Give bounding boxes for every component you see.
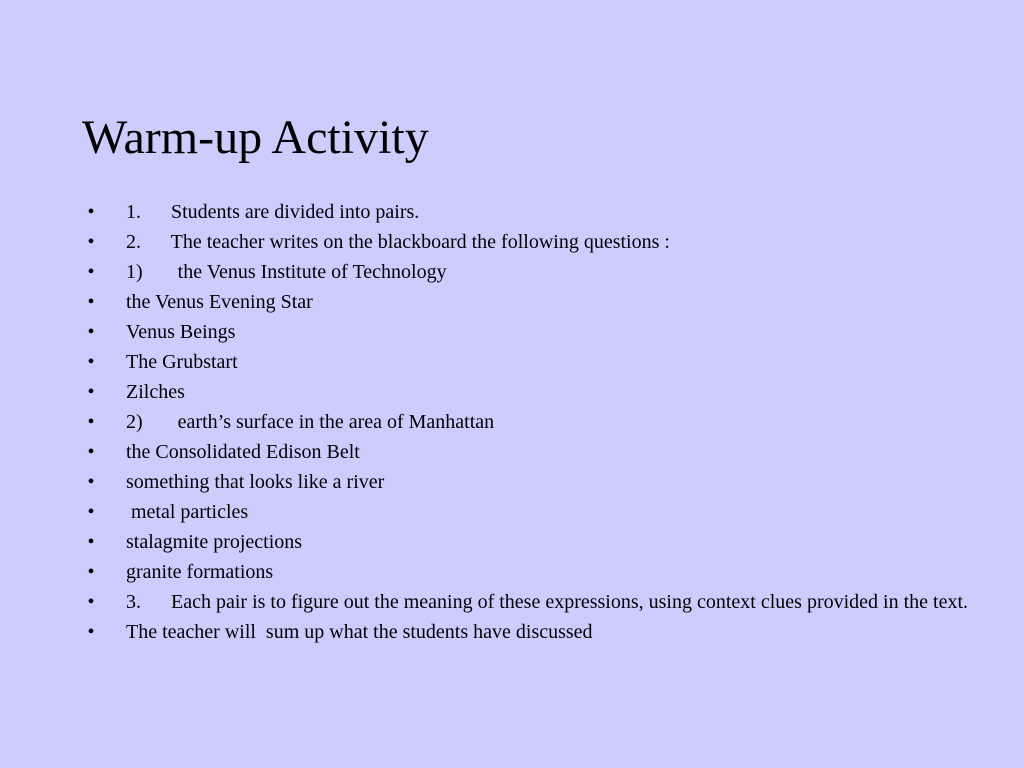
bullet-dot-icon: •	[87, 471, 95, 493]
list-item-text: granite formations	[126, 561, 274, 583]
list-item-text: The teacher will sum up what the students have discussed	[126, 621, 593, 643]
list-item	[84, 200, 984, 224]
bullet-dot-icon: •	[87, 261, 95, 283]
slide-title: Warm-up Activity	[82, 111, 429, 164]
list-item	[84, 470, 984, 494]
list-item-text: stalagmite projections	[126, 531, 303, 553]
list-item-text: The Grubstart	[126, 351, 238, 373]
bullet-dot-icon: •	[87, 351, 95, 373]
list-item-text: the Consolidated Edison Belt	[126, 441, 360, 463]
bullet-dot-icon: •	[87, 321, 95, 343]
bullet-dot-icon: •	[87, 441, 95, 463]
list-item-text: metal particles	[126, 501, 249, 523]
list-item-text: 1) the Venus Institute of Technology	[126, 261, 447, 283]
list-item-text: 2) earth’s surface in the area of Manhattan	[126, 411, 495, 433]
list-item-text: 1. Students are divided into pairs.	[126, 201, 420, 223]
list-item-text: Zilches	[126, 381, 185, 403]
bullet-dot-icon: •	[87, 501, 95, 523]
bullet-dot-icon: •	[87, 201, 95, 223]
list-item	[84, 620, 984, 644]
list-item	[84, 560, 984, 584]
bullet-dot-icon: •	[87, 561, 95, 583]
bullet-dot-icon: •	[87, 231, 95, 253]
list-item	[84, 440, 984, 464]
list-item	[84, 230, 984, 254]
list-item-text: 2. The teacher writes on the blackboard the following questions :	[126, 231, 670, 253]
list-item	[84, 590, 984, 614]
bullet-dot-icon: •	[87, 621, 95, 643]
list-item	[84, 380, 984, 404]
bullet-dot-icon: •	[87, 591, 95, 613]
list-item	[84, 530, 984, 554]
list-item	[84, 410, 984, 434]
bullet-dot-icon: •	[87, 291, 95, 313]
list-item-text: 3. Each pair is to figure out the meaning of these expressions, using context clues provided in the text.	[126, 591, 969, 613]
list-item-text: Venus Beings	[126, 321, 236, 343]
list-item	[84, 260, 984, 284]
bullet-dot-icon: •	[87, 381, 95, 403]
bullet-list	[84, 200, 984, 650]
list-item-text: something that looks like a river	[126, 471, 385, 493]
list-item	[84, 320, 984, 344]
list-item	[84, 290, 984, 314]
list-item	[84, 500, 984, 524]
bullet-dot-icon: •	[87, 531, 95, 553]
list-item-text: the Venus Evening Star	[126, 291, 313, 313]
bullet-dot-icon: •	[87, 411, 95, 433]
list-item	[84, 350, 984, 374]
